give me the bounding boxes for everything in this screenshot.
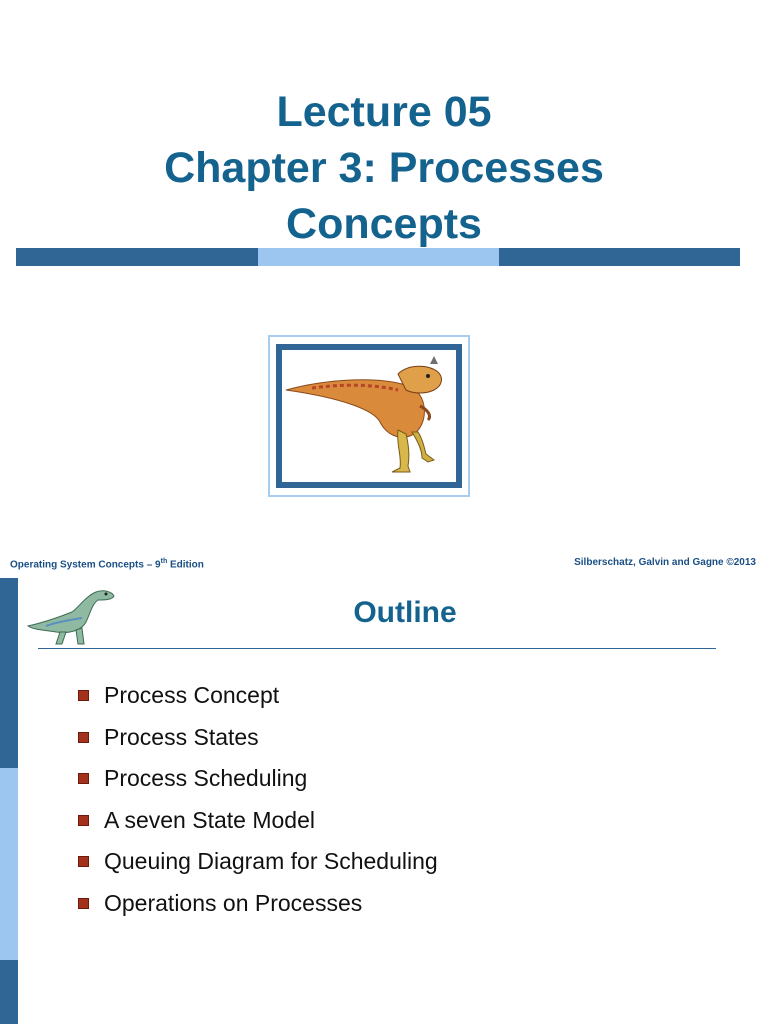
- title-bar-left: [16, 248, 258, 266]
- outline-slide: [0, 578, 768, 1024]
- list-item: [78, 717, 438, 759]
- footer-authors: Silberschatz, Galvin and Gagne ©2013: [574, 557, 756, 568]
- square-bullet-icon: [78, 898, 89, 909]
- dinosaur-image-frame: [268, 335, 470, 497]
- square-bullet-icon: [78, 815, 89, 826]
- title-divider: [38, 648, 716, 649]
- dinosaur-illustration-icon: [282, 350, 456, 482]
- list-item-text: Process Concept: [104, 682, 280, 709]
- square-bullet-icon: [78, 690, 89, 701]
- outline-title: Outline: [353, 596, 457, 629]
- list-item: [78, 758, 438, 800]
- list-item: [78, 800, 438, 842]
- list-item-text: Queuing Diagram for Scheduling: [104, 848, 438, 875]
- outline-list: [78, 675, 438, 924]
- side-bar-top: [0, 578, 18, 768]
- title-line-3: Concepts: [286, 200, 482, 248]
- list-item-text: Process States: [104, 723, 259, 750]
- footer-edition-suffix: Edition: [167, 559, 204, 571]
- footer-book-title: [10, 558, 204, 570]
- side-bar-middle: [0, 768, 18, 960]
- list-item-text: A seven State Model: [104, 806, 315, 833]
- square-bullet-icon: [78, 732, 89, 743]
- dinosaur-image-inner-frame: [276, 344, 462, 488]
- list-item: [78, 675, 438, 717]
- square-bullet-icon: [78, 773, 89, 784]
- list-item: [78, 883, 438, 925]
- footer-edition-superscript: th: [160, 558, 168, 565]
- footer-book-title-text: Operating System Concepts – 9: [10, 559, 161, 571]
- title-bar-right: [499, 248, 740, 266]
- slide-title: [0, 84, 768, 252]
- side-bar-bottom: [0, 960, 18, 1024]
- title-line-2: Chapter 3: Processes: [164, 144, 604, 192]
- list-item-text: Operations on Processes: [104, 889, 363, 916]
- title-bar-middle: [258, 248, 499, 266]
- dinosaur-logo-icon: [26, 582, 122, 648]
- list-item: [78, 841, 438, 883]
- title-line-1: Lecture 05: [276, 88, 492, 136]
- list-item-text: Process Scheduling: [104, 765, 308, 792]
- square-bullet-icon: [78, 856, 89, 867]
